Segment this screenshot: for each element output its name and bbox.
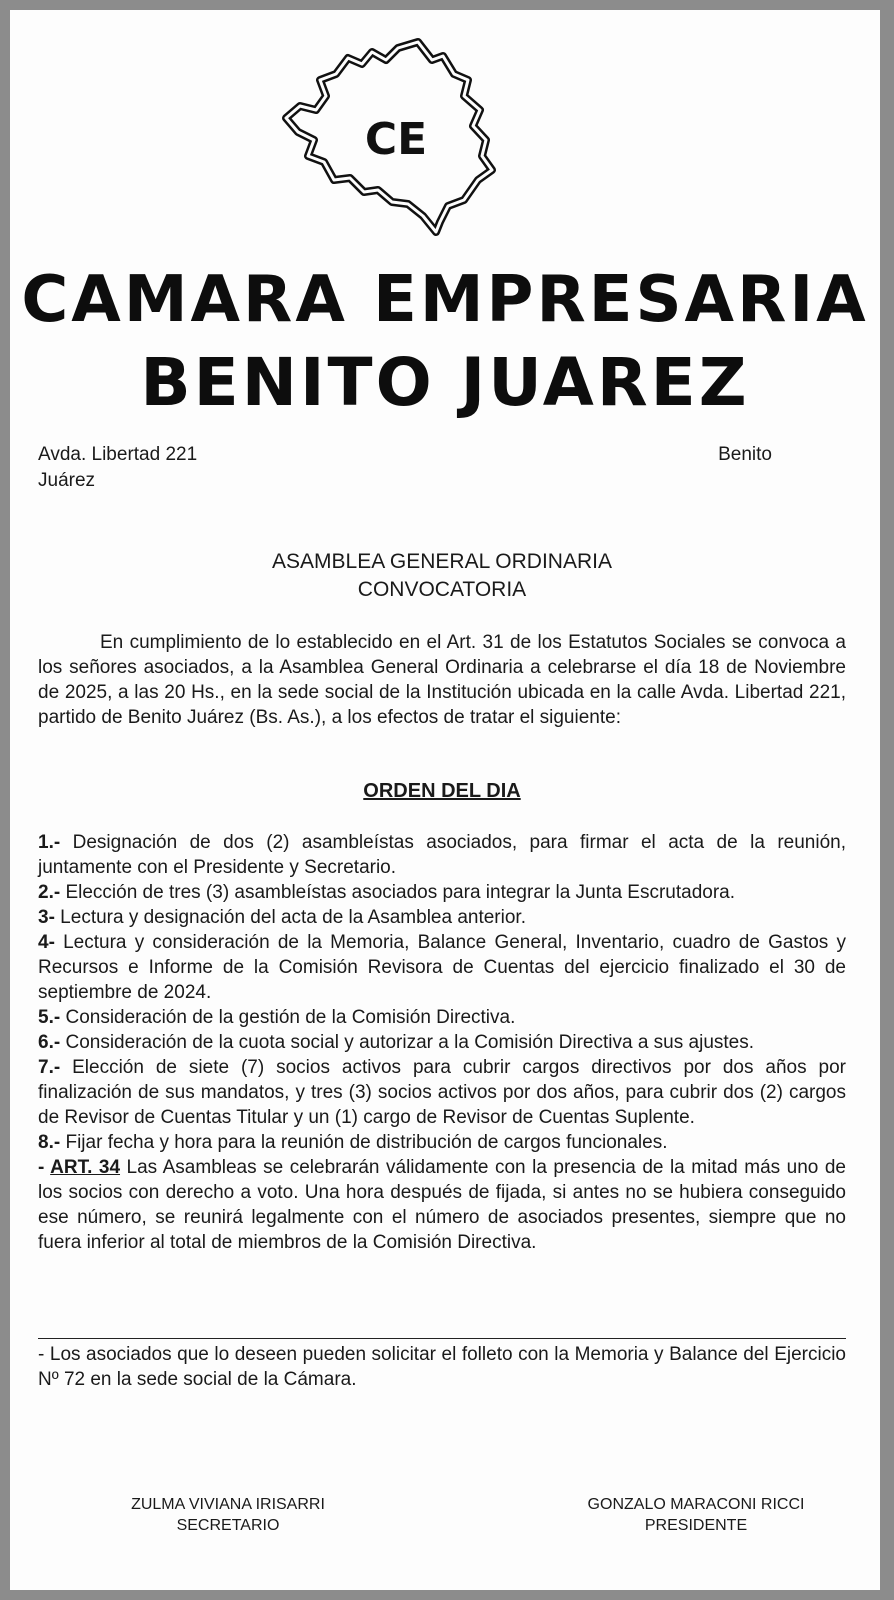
agenda-list xyxy=(38,830,846,1255)
agenda-item-text: Designación de dos (2) asambleístas asociados, para firmar el acta de la reunión, juntamente con el Presidente y Secretario. xyxy=(38,832,846,878)
address-city: Benito xyxy=(718,444,772,465)
convocation-title: CONVOCATORIA xyxy=(357,578,527,601)
agenda-item-text: Consideración de la gestión de la Comisión Directiva. xyxy=(60,1007,516,1028)
address xyxy=(38,442,197,494)
article-prefix: - xyxy=(38,1157,51,1178)
article-label: ART. 34 xyxy=(50,1157,121,1178)
org-name-line2: BENITO JUAREZ xyxy=(140,344,750,421)
article-34-paragraph xyxy=(38,1155,846,1255)
org-name-line1: CAMARA EMPRESARIA xyxy=(21,263,869,337)
agenda-item-text: Elección de siete (7) socios activos para cubrir cargos directivos por dos años por finalización de sus mandatos, y tres (3) socios activos por dos años, para cubrir dos (2) cargos de Revisor de Cuentas Titular y un (1) cargo de Revisor de Cuentas Suplente. xyxy=(38,1057,846,1128)
signature-name: ZULMA VIVIANA IRISARRI xyxy=(131,1496,325,1513)
agenda-item-number: 3- xyxy=(38,907,55,928)
memoria-note: - Los asociados que lo deseen pueden solicitar el folleto con la Memoria y Balance del Ejercicio Nº 72 en la sede social de la Cámara. xyxy=(38,1344,846,1390)
assembly-title: ASAMBLEA GENERAL ORDINARIA xyxy=(272,550,612,573)
agenda-item-text: Lectura y designación del acta de la Asamblea anterior. xyxy=(54,907,526,928)
address-city-wrap: Juárez xyxy=(38,470,96,491)
agenda-item-text: Fijar fecha y hora para la reunión de distribución de cargos funcionales. xyxy=(60,1132,668,1153)
agenda-item xyxy=(38,930,846,1005)
logo-initials: CE xyxy=(364,114,428,165)
agenda-item xyxy=(38,1030,846,1055)
signature-role: PRESIDENTE xyxy=(644,1517,748,1534)
agenda-item-text: Lectura y consideración de la Memoria, Balance General, Inventario, cuadro de Gastos y Recursos e Informe de la Comisión Revisora de Cuentas del ejercicio finalizado el 30 de septiembre de 2024. xyxy=(38,932,846,1003)
agenda-item-number: 7.- xyxy=(38,1057,61,1078)
intro-paragraph: En cumplimiento de lo establecido en el Art. 31 de los Estatutos Sociales se convoca a los señores asociados, a la Asamblea General Ordinaria a celebrarse el día 18 de Noviembre de 2025, a las 20 Hs., en la sede social de la Institución ubicada en la calle Avda. Libertad 221, partido de Benito Juárez (Bs. As.), a los efectos de tratar el siguiente: xyxy=(38,632,846,728)
agenda-item-number: 4- xyxy=(38,932,55,953)
agenda-item xyxy=(38,1055,846,1130)
article-text: Las Asambleas se celebrarán válidamente con la presencia de la mitad más uno de los socios con derecho a voto. Una hora después de fijada, si antes no se hubiera conseguido ese número, se reunirá legalmente con el número de asociados presentes, siempre que no fuera inferior al total de miembros de la Comisión Directiva. xyxy=(38,1157,846,1253)
agenda-item-number: 5.- xyxy=(38,1007,61,1028)
article-34-ref xyxy=(38,1157,120,1178)
signature-secretary xyxy=(110,1494,346,1536)
signature-name: GONZALO MARACONI RICCI xyxy=(587,1496,805,1513)
agenda-title: ORDEN DEL DIA xyxy=(363,780,521,802)
agenda-item-text: Elección de tres (3) asambleístas asociados para integrar la Junta Escrutadora. xyxy=(60,882,736,903)
agenda-item xyxy=(38,830,846,880)
address-street: Avda. Libertad 221 xyxy=(38,444,198,465)
signature-role: SECRETARIO xyxy=(176,1517,280,1534)
agenda-item xyxy=(38,880,846,905)
agenda-item xyxy=(38,1005,846,1030)
agenda-item-number: 8.- xyxy=(38,1132,61,1153)
document-page xyxy=(10,10,880,1590)
agenda-item xyxy=(38,1130,846,1155)
divider xyxy=(38,1338,846,1339)
agenda-item-text: Consideración de la cuota social y autorizar a la Comisión Directiva a sus ajustes. xyxy=(60,1032,755,1053)
agenda-item-number: 2.- xyxy=(38,882,61,903)
agenda-item xyxy=(38,905,846,930)
agenda-item-number: 1.- xyxy=(38,832,61,853)
agenda-item-number: 6.- xyxy=(38,1032,61,1053)
ce-map-outline-logo xyxy=(268,30,508,240)
signature-president xyxy=(576,1494,816,1536)
